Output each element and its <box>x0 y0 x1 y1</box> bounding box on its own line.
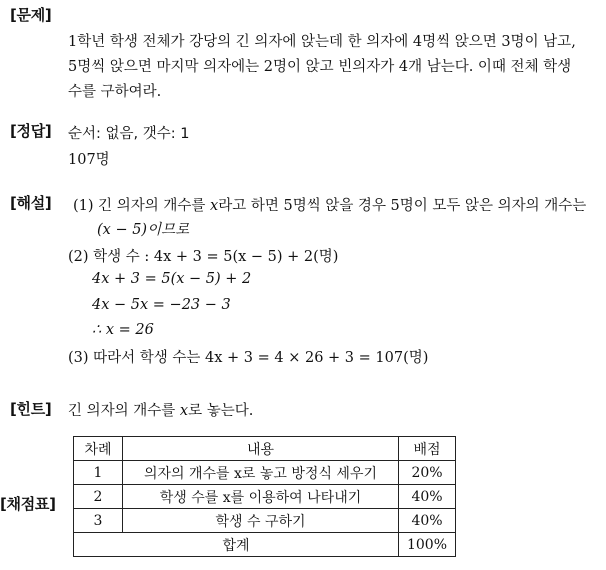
rubric-header-row <box>74 437 456 461</box>
answer-label: [정답] <box>10 122 52 140</box>
rubric-row-content: 의자의 개수를 x로 놓고 방정식 세우기 <box>123 461 399 485</box>
hint-prefix: 긴 의자의 개수를 <box>68 403 176 419</box>
problem-line-2: 5명씩 앉으면 마지막 의자에는 2명이 앉고 빈의자가 4개 남는다. 이때 전체 학생 <box>68 59 572 75</box>
hint-label: [힌트] <box>10 400 52 418</box>
explanation-eq-3: ∴ x = 26 <box>92 322 154 338</box>
explanation-step-3: (3) 따라서 학생 수는 4x + 3 = 4 × 26 + 3 = 107(명) <box>68 350 429 366</box>
rubric-row <box>74 461 456 485</box>
rubric-header-score: 배점 <box>399 437 456 461</box>
explanation-step-1-cont: (x − 5)이므로 <box>97 222 190 238</box>
rubric-total-score: 100% <box>399 533 456 557</box>
rubric-row-score: 40% <box>399 485 456 509</box>
rubric-total-label: 합계 <box>74 533 399 557</box>
answer-value: 107명 <box>68 152 110 168</box>
explanation-label: [해설] <box>10 194 52 212</box>
rubric-label: [채점표] <box>0 495 56 513</box>
rubric-row-content: 학생 수를 x를 이용하여 나타내기 <box>123 485 399 509</box>
hint-suffix: 로 놓는다. <box>188 403 254 419</box>
rubric-row-no: 2 <box>74 485 123 509</box>
step1-prefix: (1) 긴 의자의 개수를 <box>73 198 206 214</box>
hint-variable: x <box>179 403 189 419</box>
hint-text <box>68 399 253 420</box>
explanation-eq-1: 4x + 3 = 5(x − 5) + 2 <box>92 271 252 287</box>
rubric-row-score: 20% <box>399 461 456 485</box>
problem-label: [문제] <box>10 6 52 24</box>
rubric-row-no: 1 <box>74 461 123 485</box>
rubric-row-content: 학생 수 구하기 <box>123 509 399 533</box>
rubric-row-no: 3 <box>74 509 123 533</box>
answer-meta: 순서: 없음, 갯수: 1 <box>68 126 190 142</box>
rubric-header-no: 차례 <box>74 437 123 461</box>
rubric-row <box>74 509 456 533</box>
rubric-header-content: 내용 <box>123 437 399 461</box>
step1-variable: x <box>210 198 219 214</box>
rubric-row <box>74 485 456 509</box>
explanation-step-2: (2) 학생 수 : 4x + 3 = 5(x − 5) + 2(명) <box>68 249 339 265</box>
rubric-row-score: 40% <box>399 509 456 533</box>
rubric-total-row <box>74 533 456 557</box>
rubric-table <box>73 436 456 557</box>
problem-line-1: 1학년 학생 전체가 강당의 긴 의자에 앉는데 한 의자에 4명씩 앉으면 3명이 남고, <box>68 34 576 50</box>
problem-line-3: 수를 구하여라. <box>68 84 162 100</box>
explanation-step-1 <box>73 194 586 215</box>
step1-suffix: 라고 하면 5명씩 앉을 경우 5명이 모두 앉은 의자의 개수는 <box>218 198 587 214</box>
explanation-eq-2: 4x − 5x = −23 − 3 <box>92 297 231 313</box>
